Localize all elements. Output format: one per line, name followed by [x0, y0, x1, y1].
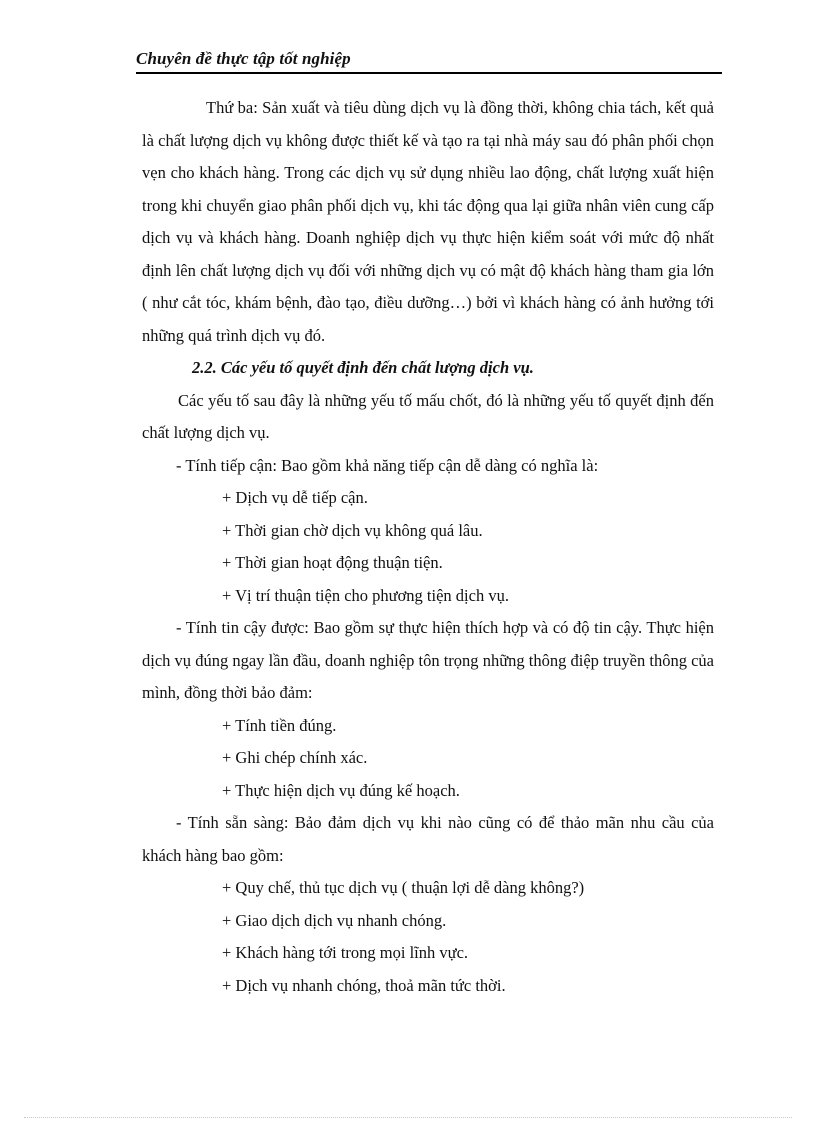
list-item: + Quy chế, thủ tục dịch vụ ( thuận lợi dễ dàng không?)	[222, 878, 585, 897]
intro-paragraph: Thứ ba: Sản xuất và tiêu dùng dịch vụ là đồng thời, không chia tách, kết quả là chất lượng dịch vụ không được thiết kế và tạo ra tại nhà máy sau đó phân phối chọn vẹn cho khách hàng. Trong các dịch vụ sử dụng nhiều lao động, chất lượng xuất hiện trong khi chuyển giao phân phối dịch vụ, khi tác động qua lại giữa nhân viên cung cấp dịch vụ và khách hàng. Doanh nghiệp dịch vụ thực hiện kiểm soát với mức độ nhất định lên chất lượng dịch vụ đối với những dịch vụ có mật độ khách hàng tham gia lớn ( như cắt tóc, khám bệnh, đào tạo, điều dưỡng…) bởi vì khách hàng có ảnh hưởng tới những quá trình dịch vụ đó.	[142, 98, 714, 345]
page-bottom-divider	[24, 1117, 792, 1118]
list-item: + Dịch vụ nhanh chóng, thoả mãn tức thời.	[222, 975, 506, 995]
list-item: + Thời gian chờ dịch vụ không quá lâu.	[222, 520, 483, 540]
list-item: + Ghi chép chính xác.	[222, 748, 368, 767]
list-item: + Vị trí thuận tiện cho phương tiện dịch vụ.	[222, 585, 509, 605]
list-item: + Khách hàng tới trong mọi lĩnh vực.	[222, 943, 469, 962]
list-item: + Tính tiền đúng.	[222, 715, 337, 735]
section-intro-paragraph: Các yếu tố sau đây là những yếu tố mấu chốt, đó là những yếu tố quyết định đến chất lượng dịch vụ.	[142, 390, 714, 442]
access-paragraph: - Tính tiếp cận: Bao gồm khả năng tiếp cận dễ dàng có nghĩa là:	[176, 455, 599, 475]
list-item: + Thời gian hoạt động thuận tiện.	[222, 553, 443, 572]
section-heading: 2.2. Các yếu tố quyết định đến chất lượng dịch vụ.	[192, 358, 534, 377]
list-item: + Dịch vụ dễ tiếp cận.	[222, 488, 368, 507]
page-header	[136, 48, 722, 74]
list-item: + Giao dịch dịch vụ nhanh chóng.	[222, 910, 447, 930]
reliability-paragraph: - Tính tin cậy được: Bao gồm sự thực hiện thích hợp và có độ tin cậy. Thực hiện dịch vụ đúng ngay lần đầu, doanh nghiệp tôn trọng những thông điệp truyền thông của mình, đồng thời bảo đảm:	[142, 618, 714, 702]
document-body	[142, 92, 714, 1002]
list-item: + Thực hiện dịch vụ đúng kế hoạch.	[222, 780, 460, 800]
readiness-paragraph: - Tính sẵn sàng: Bảo đảm dịch vụ khi nào cũng có để thảo mãn nhu cầu của khách hàng bao gồm:	[142, 813, 714, 865]
header-title: Chuyên đề thực tập tốt nghiệp	[136, 49, 351, 68]
